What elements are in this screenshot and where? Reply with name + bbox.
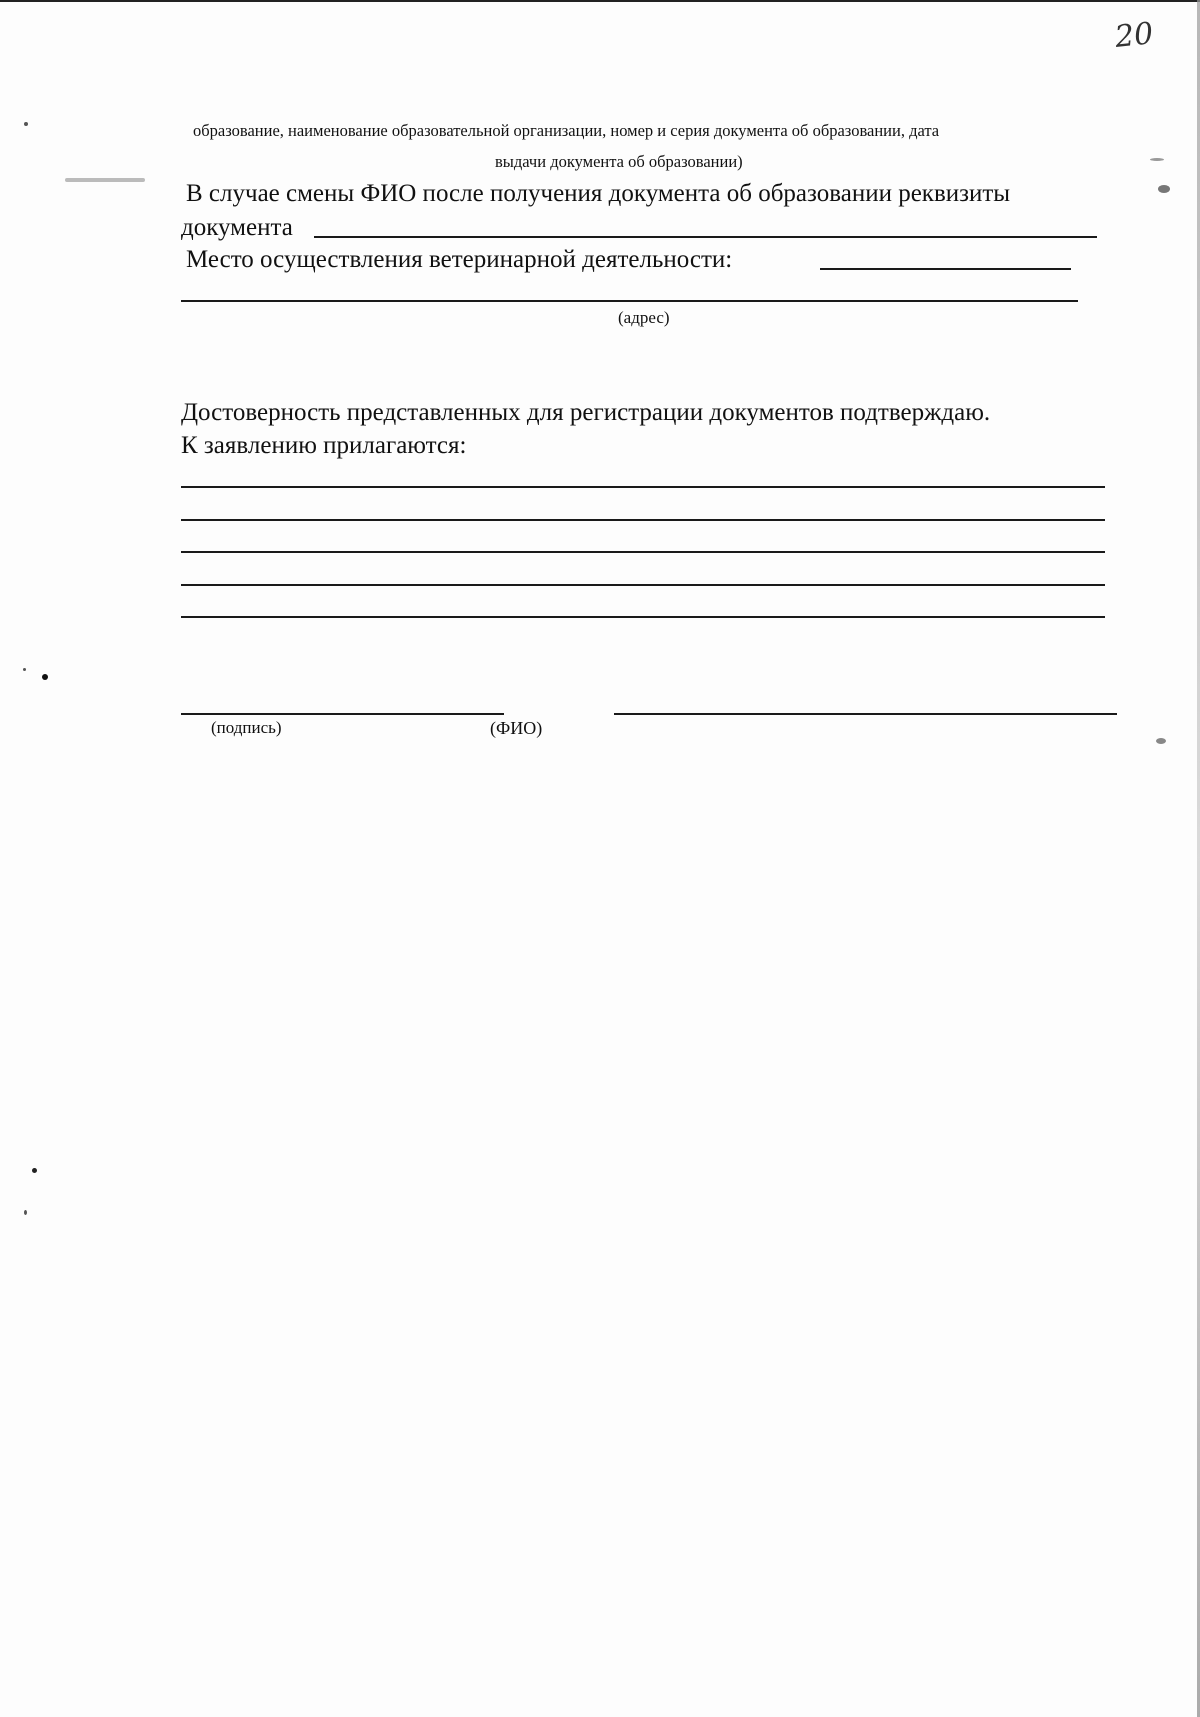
attachment-line-2[interactable] bbox=[181, 519, 1105, 521]
scan-speck bbox=[42, 674, 48, 680]
handwritten-page-number: 20 bbox=[1113, 16, 1155, 55]
scan-top-edge bbox=[0, 0, 1200, 2]
name-change-document-field[interactable] bbox=[314, 236, 1097, 238]
scan-speck bbox=[1150, 158, 1164, 161]
scan-speck bbox=[24, 122, 28, 126]
signature-caption: (подпись) bbox=[211, 718, 282, 737]
scan-speck bbox=[23, 668, 26, 671]
confirmation-statement: Достоверность представленных для регистрации документов подтверждаю. bbox=[181, 399, 991, 426]
address-caption: (адрес) bbox=[618, 308, 670, 327]
scan-speck bbox=[32, 1168, 37, 1173]
vet-place-field-line2[interactable] bbox=[181, 300, 1078, 302]
attachment-line-1[interactable] bbox=[181, 486, 1105, 488]
attachment-line-4[interactable] bbox=[181, 584, 1105, 586]
name-change-document-label: документа bbox=[181, 214, 293, 241]
scan-speck bbox=[24, 1210, 27, 1215]
vet-place-field-line1[interactable] bbox=[820, 268, 1071, 270]
attachment-line-3[interactable] bbox=[181, 551, 1105, 553]
attachment-line-5[interactable] bbox=[181, 616, 1105, 618]
fio-caption: (ФИО) bbox=[490, 718, 543, 738]
name-change-text: В случае смены ФИО после получения документа об образовании реквизиты bbox=[186, 180, 1011, 207]
scan-speck bbox=[65, 178, 145, 182]
signature-line[interactable] bbox=[181, 713, 504, 715]
scan-speck bbox=[1158, 185, 1170, 193]
attachments-label: К заявлению прилагаются: bbox=[181, 432, 467, 459]
scan-speck bbox=[1156, 738, 1166, 744]
fio-line[interactable] bbox=[614, 713, 1117, 715]
education-caption-line2: выдачи документа об образовании) bbox=[495, 152, 743, 171]
vet-place-label: Место осуществления ветеринарной деятельности: bbox=[186, 246, 733, 273]
education-caption-line1: образование, наименование образовательной организации, номер и серия документа об образовании, дата bbox=[193, 121, 940, 140]
